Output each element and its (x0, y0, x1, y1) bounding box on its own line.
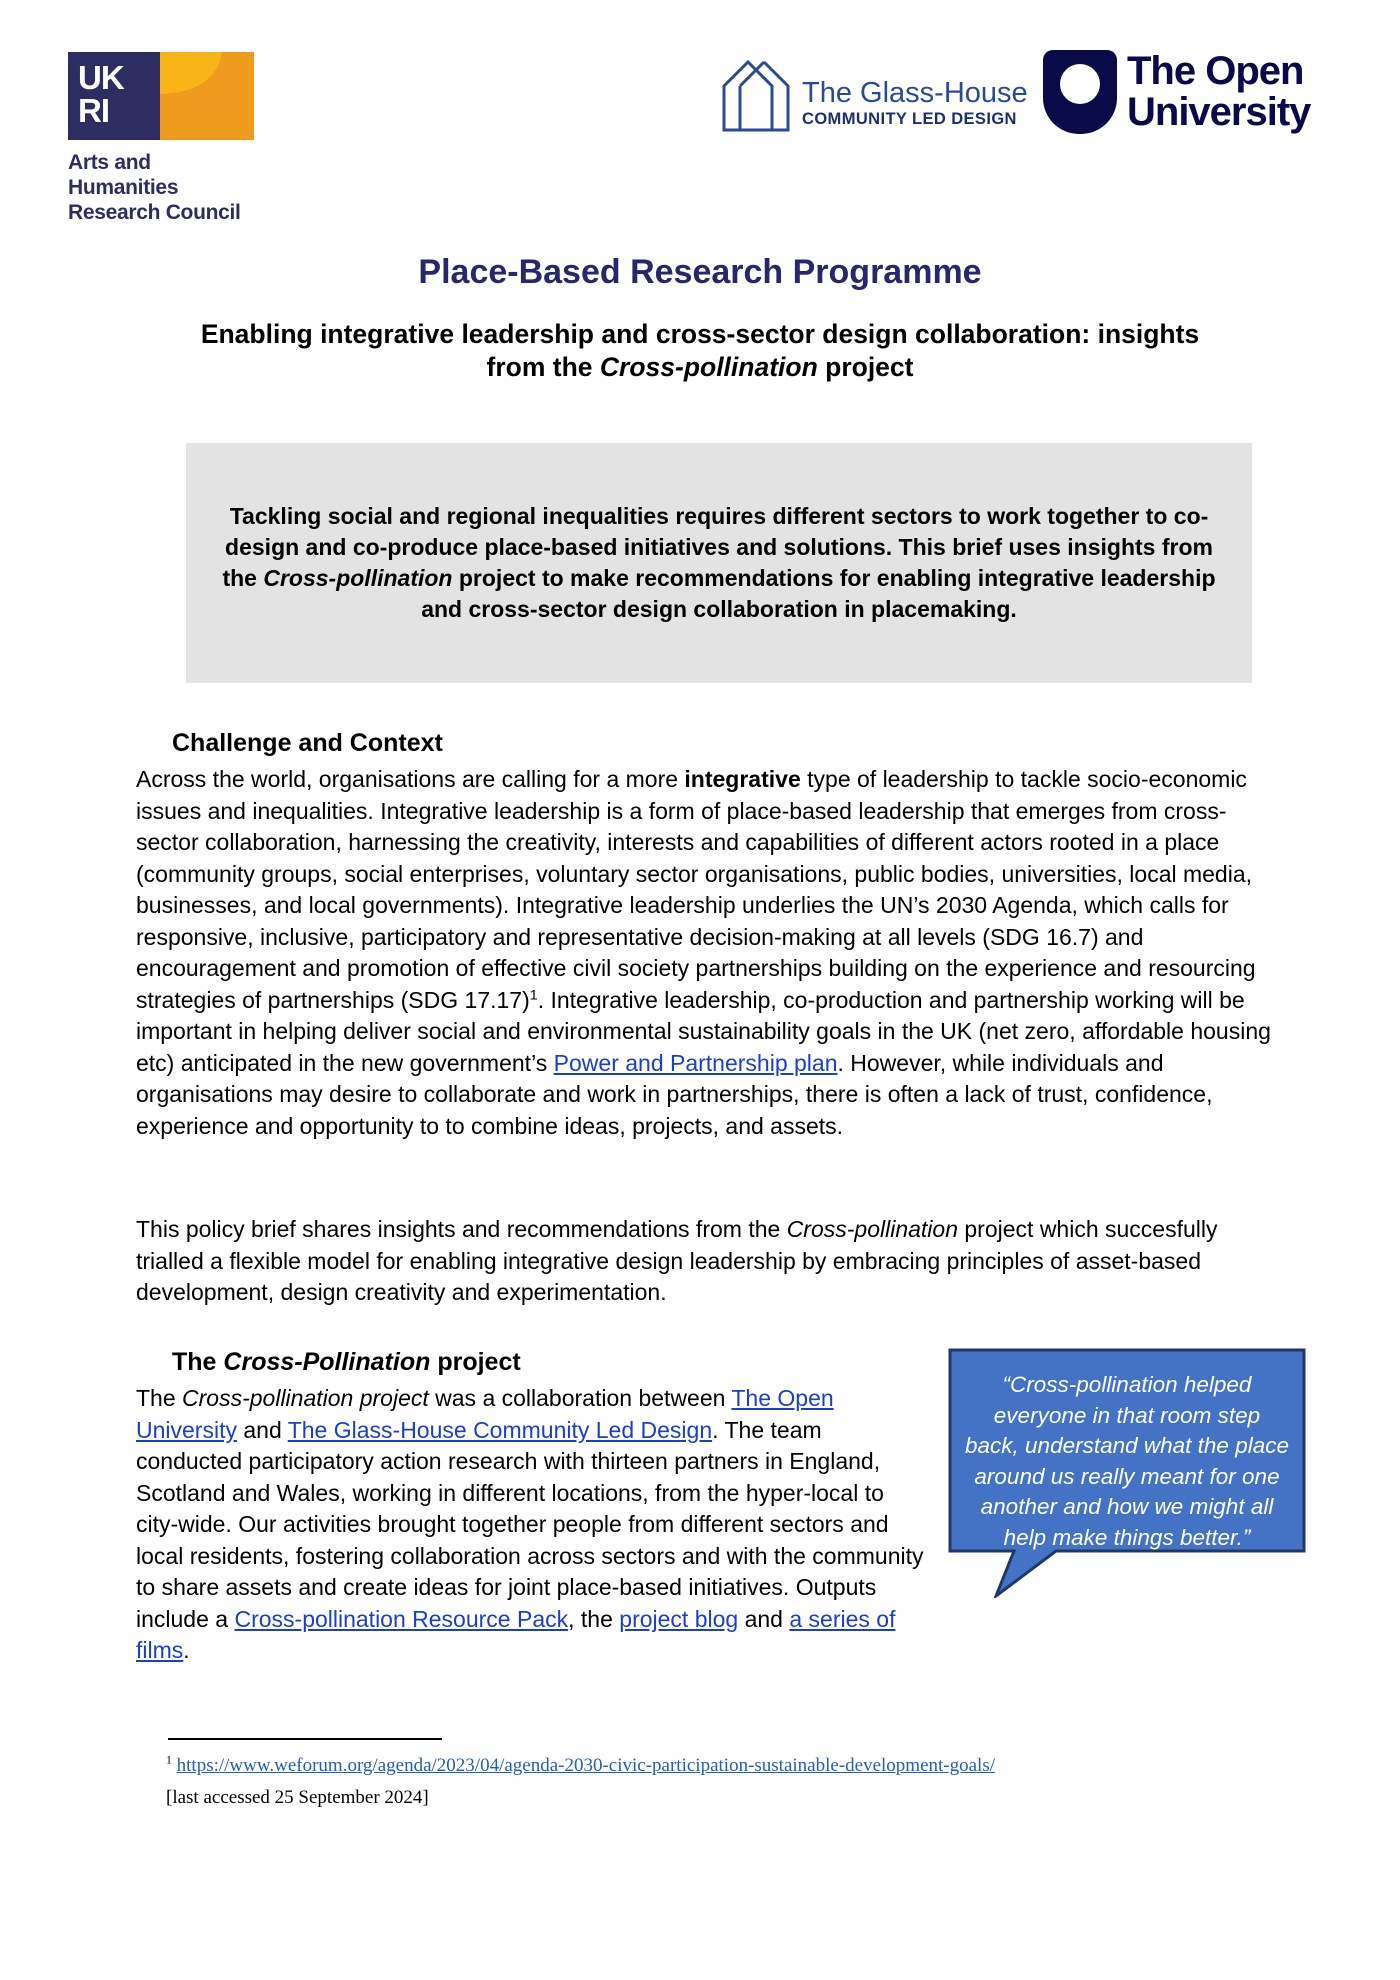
open-university-logo (1043, 50, 1310, 134)
quote-callout (948, 1348, 1306, 1598)
crosspoll-text-f: and (738, 1605, 790, 1632)
footnote-separator-rule (168, 1738, 442, 1740)
glass-house-tagline: COMMUNITY LED DESIGN (802, 110, 1017, 128)
ou-line-1: The Open (1127, 49, 1304, 93)
ahrc-name-line-1: Arts and (68, 151, 151, 174)
house-icon (720, 52, 794, 132)
paragraph-cross-pollination-project (136, 1383, 926, 1667)
crosspoll-text-e: , the (568, 1605, 620, 1632)
footnote-reference-marker[interactable]: 1 (529, 986, 538, 1003)
footnote-link-weforum[interactable]: https://www.weforum.org/agenda/2023/04/agenda-2030-civic-participation-sustainable-development-goals/ (176, 1755, 995, 1776)
link-the-glass-house-community-led-design[interactable]: The Glass-House Community Led Design (287, 1416, 713, 1443)
ukri-logo-mark (68, 52, 254, 140)
crosspoll-text-g: . (183, 1637, 190, 1663)
link-power-and-partnership-plan[interactable]: Power and Partnership plan (553, 1049, 838, 1076)
ou-shield-icon (1043, 50, 1117, 134)
ahrc-name-line-3: Research Council (68, 201, 241, 224)
ukri-line-ri: RI (78, 92, 109, 129)
footnote-entry (166, 1752, 1286, 1780)
link-cross-pollination-resource-pack[interactable]: Cross-pollination Resource Pack (234, 1605, 569, 1632)
crosspoll-heading-b: project (430, 1348, 521, 1376)
crosspoll-italic-project: Cross-pollination project (182, 1385, 429, 1411)
section-heading-challenge-and-context: Challenge and Context (172, 729, 443, 757)
page-title: Place-Based Research Programme (418, 253, 982, 291)
section-heading-cross-pollination-project (172, 1347, 521, 1377)
link-a-series-of-films[interactable]: a series of films (136, 1605, 896, 1663)
challenge-bold-integrative: integrative (684, 766, 801, 792)
page-subtitle (190, 318, 1210, 384)
challenge-text-c: . Integrative leadership, co-production and partnership working will be important in helping deliver social and environmental sustainability goals in the UK (net zero, affordable housing etc) anticipated in the new government’s (136, 986, 1271, 1076)
summary-part-1: Tackling social and regional inequalities requires different sectors to work together to co-design and co-produce place-based initiatives and solutions. This brief uses insights from the (222, 503, 1213, 591)
summary-text (214, 501, 1224, 625)
footnote-number: 1 (166, 1753, 172, 1767)
crosspoll-text-c: and (236, 1416, 288, 1443)
summary-italic-term: Cross-pollination (263, 565, 453, 591)
crosspoll-heading-italic: Cross-Pollination (223, 1348, 431, 1376)
ukri-line-uk: UK (78, 59, 124, 96)
challenge-text-d: . However, while individuals and organisations may desire to collaborate and work in partnerships, there is often a lack of trust, confidence, experience and opportunity to to combine ideas, projects, and assets. (136, 1049, 1213, 1139)
open-university-wordmark (1127, 51, 1310, 133)
link-project-blog[interactable]: project blog (619, 1605, 739, 1632)
glass-house-name: The Glass-House (802, 77, 1028, 109)
policybrief-text-b: project which succesfully trialled a flexible model for enabling integrative design leadership by embracing principles of asset-based development, design creativity and experimentation. (136, 1216, 1218, 1305)
paragraph-policy-brief (136, 1214, 1238, 1309)
link-the-open-university[interactable]: The Open University (136, 1385, 834, 1443)
paragraph-challenge-and-context (136, 764, 1288, 1142)
ukri-wordmark (78, 61, 152, 131)
footnote-accessed-date: [last accessed 25 September 2024] (166, 1787, 429, 1808)
ou-line-2: University (1127, 90, 1311, 134)
crosspoll-text-d: . The team conducted participatory action research with thirteen partners in England, Scotland and Wales, working in different locations, from the hyper-local to city-wide. Our activities brought together people from different sectors and local residents, fostering collaboration across sectors and with the community to share assets and create ideas for joint place-based initiatives. Outputs include a (136, 1416, 924, 1632)
crosspoll-heading-a: The (172, 1348, 224, 1376)
subtitle-part-2: project (817, 352, 914, 382)
policybrief-italic-term: Cross-pollination (786, 1216, 958, 1242)
logo-header-band (0, 0, 1400, 260)
glass-house-logo (720, 52, 1028, 132)
summary-part-2: project to make recommendations for enabling integrative leadership and cross-sector design collaboration in placemaking. (421, 565, 1216, 622)
ahrc-council-name (68, 150, 258, 225)
crosspoll-text-b: was a collaboration between (428, 1385, 732, 1411)
quote-text: “Cross-pollination helped everyone in that room step back, understand what the place around us really meant for one another and how we might all help make things better.” (965, 1372, 1289, 1550)
summary-callout-box (186, 443, 1252, 683)
subtitle-italic-term: Cross-pollination (599, 352, 818, 382)
challenge-text-b: type of leadership to tackle socio-economic issues and inequalities. Integrative leadership is a form of place-based leadership that emerges from cross-sector collaboration, harnessing the creativity, interests and capabilities of different actors rooted in a place (community groups, social enterprises, voluntary sector organisations, public bodies, universities, local media, businesses, and local governments). Integrative leadership underlies the UN’s 2030 Agenda, which calls for responsive, inclusive, participatory and representative decision-making at all levels (SDG 16.7) and encouragement and promotion of effective civil society partnerships building on the experience and resourcing strategies of partnerships (SDG 17.17) (136, 766, 1256, 1013)
challenge-text-a: Across the world, organisations are calling for a more (136, 766, 685, 792)
ukri-ahrc-logo (68, 52, 258, 225)
glass-house-wordmark (802, 78, 1028, 132)
subtitle-part-1: Enabling integrative leadership and cross-sector design collaboration: insights from the (200, 319, 1200, 382)
ahrc-name-line-2: Humanities (68, 176, 179, 199)
crosspoll-text-a: The (136, 1385, 183, 1411)
policybrief-text-a: This policy brief shares insights and recommendations from the (136, 1216, 787, 1242)
